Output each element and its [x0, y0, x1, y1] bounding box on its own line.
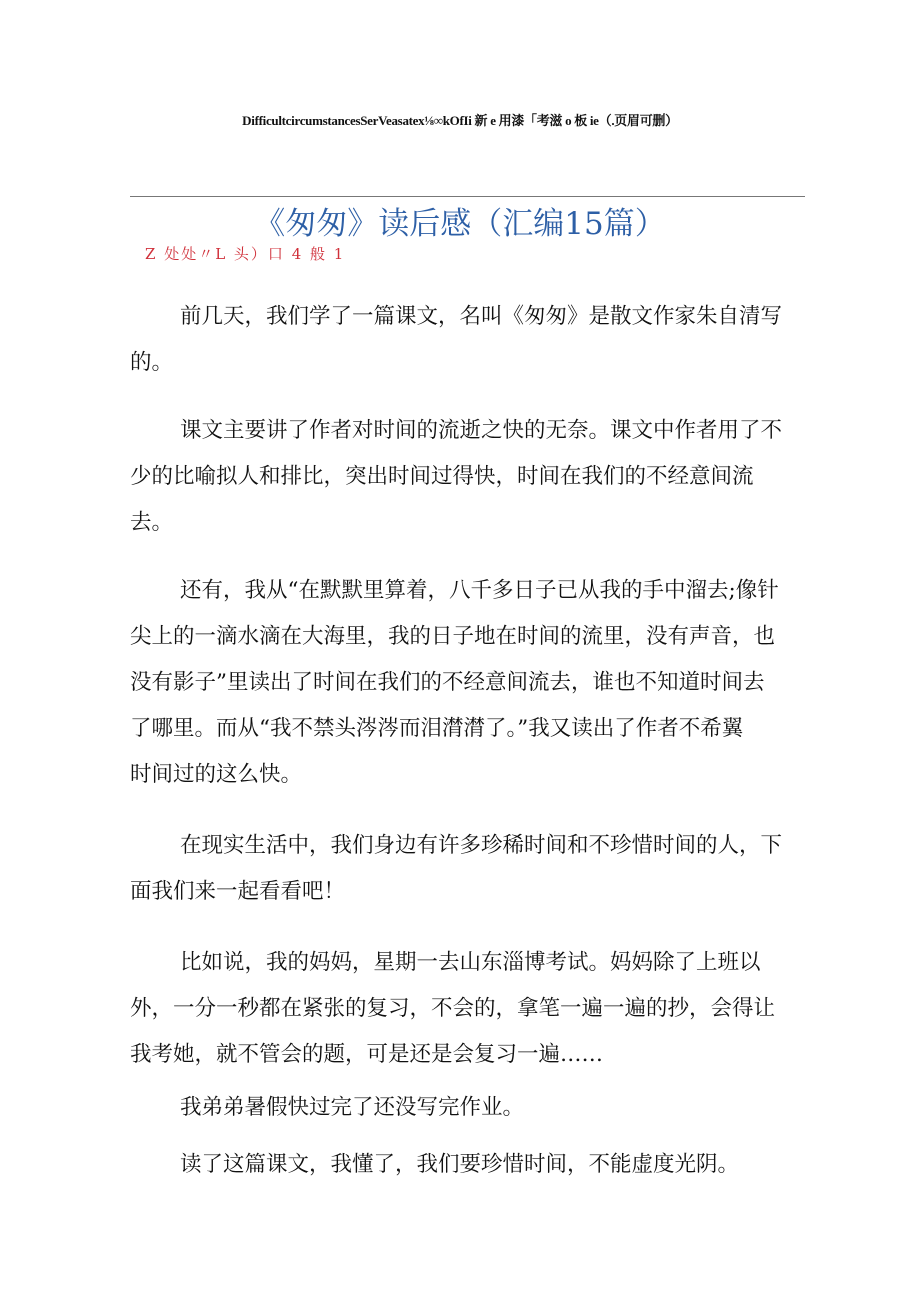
paragraph [130, 568, 810, 798]
paragraph-line: 比如说，我的妈妈，星期一去山东淄博考试。妈妈除了上班以 [180, 950, 761, 975]
paragraph [130, 1142, 810, 1188]
paragraph-line: 去。 [130, 510, 174, 535]
paragraph [130, 823, 810, 915]
red-subtitle: Z 处处〃L 头）口 4 般 1 [145, 245, 346, 263]
paragraph-line: 前几天，我们学了一篇课文，名叫《匆匆》是散文作家朱自清写 [180, 304, 783, 329]
paragraph [130, 294, 810, 386]
paragraph-line: 还有，我从“在默默里算着，八千多日子已从我的手中溜去;像针 [180, 578, 779, 603]
paragraph-line: 我弟弟暑假快过完了还没写完作业。 [180, 1095, 525, 1120]
paragraph [130, 408, 810, 546]
page-header: DifficultcircumstancesSerVeasatex⅛∞kOfIi 新 e 用漆「考滋 o 板 ie（.页眉可删） [242, 113, 678, 128]
paragraph-line: 在现实生活中，我们身边有许多珍稀时间和不珍惜时间的人，下 [180, 833, 783, 858]
paragraph-line: 读了这篇课文，我懂了，我们要珍惜时间，不能虚度光阴。 [180, 1152, 740, 1177]
paragraph [130, 1085, 810, 1131]
paragraph-line: 时间过的这么快。 [130, 762, 303, 787]
paragraph-line: 少的比喻拟人和排比，突出时间过得快，时间在我们的不经意间流 [130, 464, 754, 489]
paragraph-line: 面我们来一起看看吧！ [130, 879, 346, 904]
paragraph-line: 外，一分一秒都在紧张的复习，不会的，拿笔一遍一遍的抄，会得让 [130, 996, 776, 1021]
paragraph-line: 了哪里。而从“我不禁头涔涔而泪潸潸了。”我又读出了作者不希翼 [130, 716, 744, 741]
paragraph-line: 的。 [130, 350, 174, 375]
document-title: 《匆匆》读后感（汇编15篇） [254, 206, 666, 242]
paragraph-line: 我考她，就不管会的题，可是还是会复习一遍…… [130, 1042, 604, 1067]
paragraph-line: 没有影子”里读出了时间在我们的不经意间流去，谁也不知道时间去 [130, 670, 765, 695]
paragraph-line: 尖上的一滴水滴在大海里，我的日子地在时间的流里，没有声音，也 [130, 624, 776, 649]
paragraph [130, 940, 810, 1078]
paragraph-line: 课文主要讲了作者对时间的流逝之快的无奈。课文中作者用了不 [180, 418, 783, 443]
header-divider [130, 196, 805, 197]
